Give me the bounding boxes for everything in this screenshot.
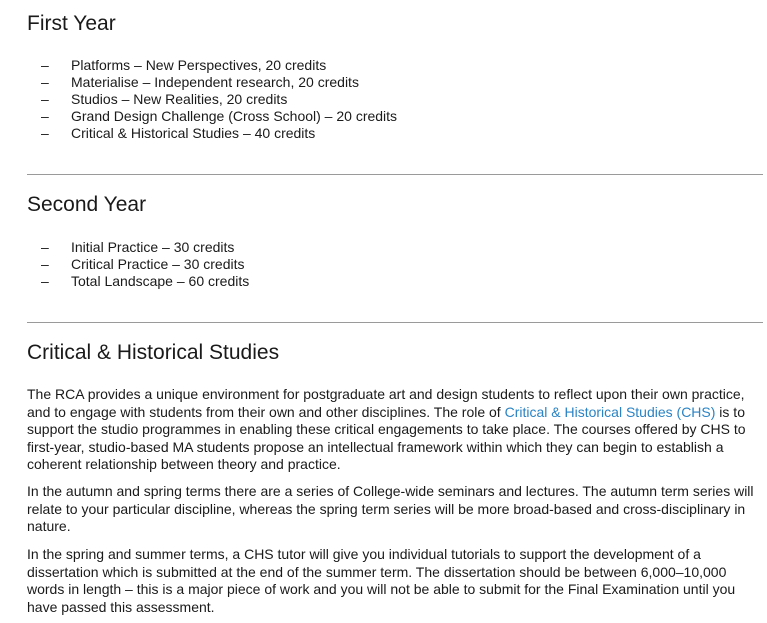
dash-bullet: – (41, 108, 49, 124)
dash-bullet: – (41, 125, 49, 141)
second-year-heading: Second Year (27, 193, 147, 216)
chs-heading: Critical & Historical Studies (27, 341, 280, 364)
dash-bullet: – (41, 74, 49, 90)
section-divider (27, 174, 763, 175)
list-item-text: Critical & Historical Studies – 40 credits (71, 125, 316, 141)
dash-bullet: – (41, 256, 49, 272)
first-year-heading: First Year (27, 12, 116, 35)
list-item-text: Materialise – Independent research, 20 credits (71, 74, 359, 90)
dash-bullet: – (41, 57, 49, 73)
list-item-text: Critical Practice – 30 credits (71, 256, 245, 272)
dash-bullet: – (41, 273, 49, 289)
paragraph-text: The RCA provides a unique environment for postgraduate art and design students to reflect upon their own practice, and to engage with students from their own and other disciplines. The role of (27, 386, 745, 420)
dash-bullet: – (41, 239, 49, 255)
list-item-text: Total Landscape – 60 credits (71, 273, 250, 289)
chs-intro-paragraph (27, 386, 767, 474)
list-item-text: Grand Design Challenge (Cross School) – 20 credits (71, 108, 398, 124)
list-item-text: Studios – New Realities, 20 credits (71, 91, 288, 107)
chs-link[interactable]: Critical & Historical Studies (CHS) (504, 403, 716, 420)
seminars-paragraph: In the autumn and spring terms there are a series of College-wide seminars and lectures. The autumn term series will relate to your particular discipline, whereas the spring term series will be more broad-based and cross-disciplinary in nature. (27, 483, 754, 534)
list-item-text: Platforms – New Perspectives, 20 credits (71, 57, 327, 73)
dash-bullet: – (41, 91, 49, 107)
dissertation-paragraph: In the spring and summer terms, a CHS tutor will give you individual tutorials to support the development of a dissertation which is submitted at the end of the summer term. The dissertation should be between 6,000–10,000 words in length – this is a major piece of work and you will not be able to submit for the Final Examination until you have passed this assessment. (27, 546, 736, 615)
paragraph-text: is to support the studio programmes in enabling these critical engagements to take place. The courses offered by CHS to first-year, studio-based MA students propose an intellectual framework within which they can begin to establish a coherent relationship between theory and practice. (27, 403, 746, 472)
list-item-text: Initial Practice – 30 credits (71, 239, 235, 255)
section-divider (27, 322, 763, 323)
